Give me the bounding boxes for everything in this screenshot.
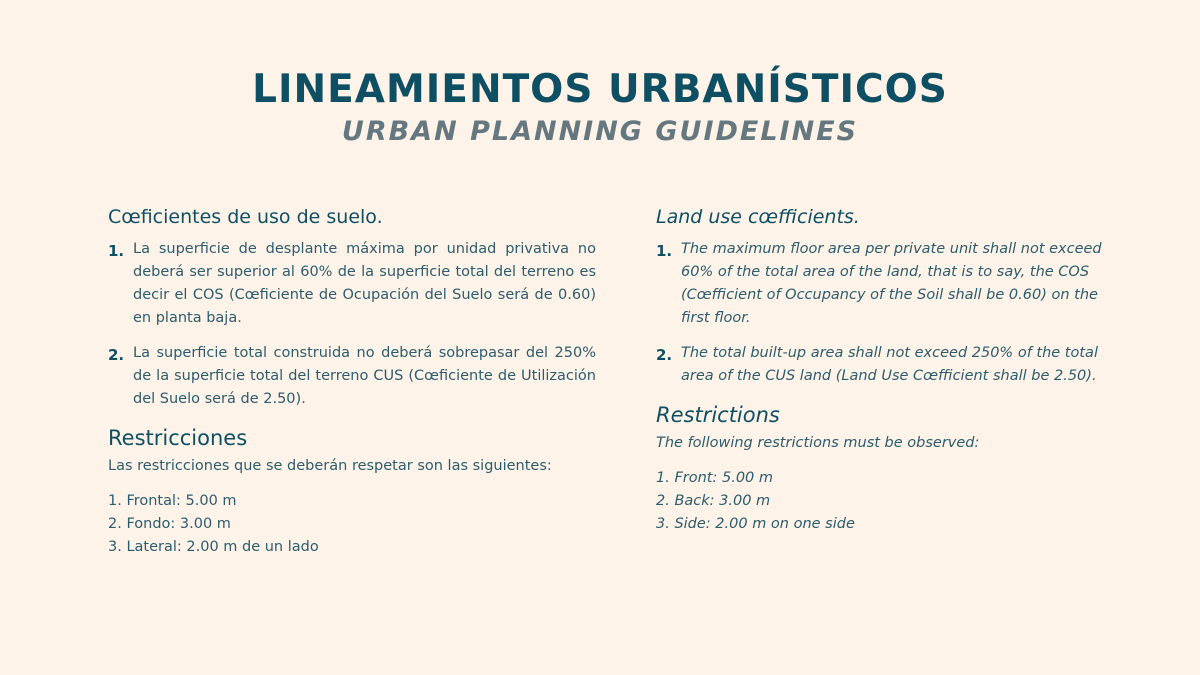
item-text: The maximum floor area per private unit shall not exceed 60% of the total area of the land, that is to say, the COS (Cœfficient of Occupancy of the Soil shall be 0.60) on the first floor. [681, 241, 1102, 326]
restrictions-list-es [108, 490, 596, 559]
restriction-item: 1. Frontal: 5.00 m [108, 493, 237, 509]
restriction-item: 3. Side: 2.00 m on one side [656, 516, 855, 532]
item-text: La superficie total construida no deberá sobrepasar del 250% de la superficie total del terreno CUS (Cœficiente de Utilización del Suelo será de 2.50). [133, 345, 596, 407]
item-number: 2. [108, 346, 125, 364]
restriction-item: 2. Fondo: 3.00 m [108, 516, 231, 532]
item-text: La superficie de desplante máxima por unidad privativa no deberá ser superior al 60% de la superficie total del terreno es decir el COS (Cœficiente de Ocupación del Suelo será de 0.60) en planta baja. [133, 241, 596, 326]
item-number: 2. [656, 346, 673, 364]
item-number: 1. [656, 242, 673, 260]
coefficients-list-es [108, 238, 596, 411]
restriction-item: 1. Front: 5.00 m [656, 470, 774, 486]
restrictions-title-es: Restricciones [108, 426, 248, 450]
restriction-item: 3. Lateral: 2.00 m de un lado [108, 539, 319, 555]
item-number: 1. [108, 242, 125, 260]
coefficients-list-en [656, 238, 1128, 388]
restrictions-list-en [656, 467, 1128, 536]
english-column [656, 200, 1128, 536]
spanish-column [108, 200, 596, 559]
restrictions-intro-en: The following restrictions must be observed: [656, 435, 980, 451]
header [0, 66, 1200, 150]
list-item [656, 238, 1128, 330]
coefficients-title-en: Land use cœfficients. [656, 206, 860, 228]
page-title: LINEAMIENTOS URBANÍSTICOS [252, 67, 948, 112]
restrictions-title-en: Restrictions [656, 403, 780, 427]
page-subtitle: URBAN PLANNING GUIDELINES [341, 116, 859, 147]
item-text: The total built-up area shall not exceed 250% of the total area of the CUS land (Land Use Cœfficient shall be 2.50). [681, 345, 1098, 384]
list-item [108, 342, 596, 411]
coefficients-title-es: Cœficientes de uso de suelo. [108, 206, 383, 228]
restriction-item: 2. Back: 3.00 m [656, 493, 771, 509]
list-item [656, 342, 1128, 388]
list-item [108, 238, 596, 330]
restrictions-intro-es: Las restricciones que se deberán respetar son las siguientes: [108, 458, 552, 474]
